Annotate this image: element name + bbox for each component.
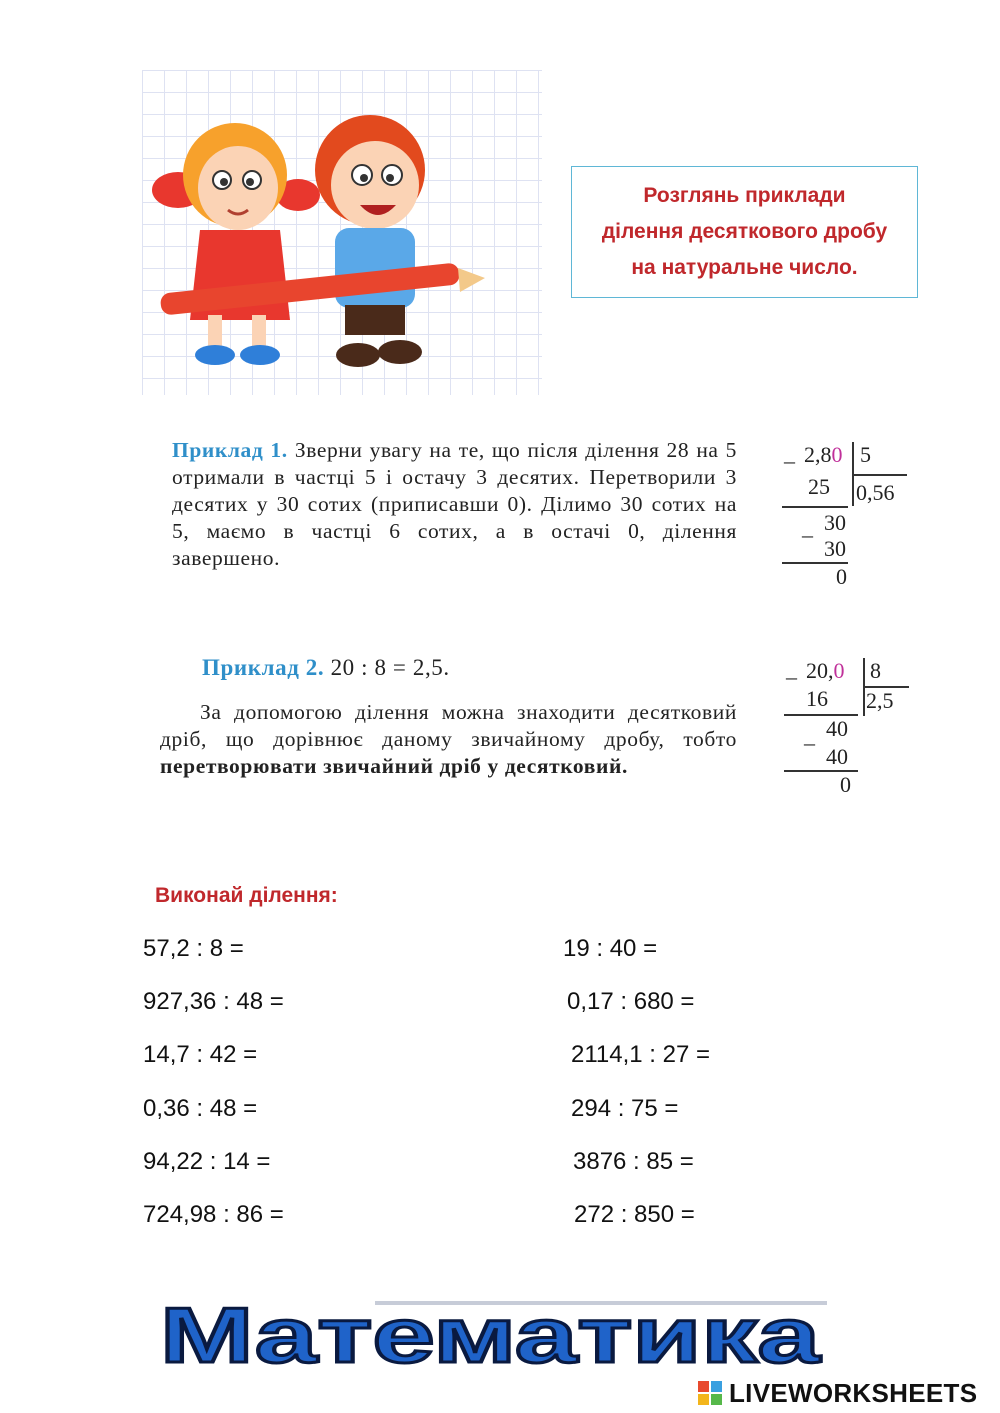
task-right-3: 2114,1 : 27 =: [571, 1041, 711, 1068]
task-left-3: 14,7 : 42 =: [143, 1041, 258, 1068]
mathematics-banner: [150, 1290, 830, 1380]
example-2-body: За допомогою ділення можна знаходити десятковий дріб, що дорівнює даному звичайному дробу, тобто: [160, 700, 737, 751]
ld2-remainder-1: 40: [826, 716, 848, 741]
task-right-1: 19 : 40 =: [563, 935, 658, 962]
liveworksheets-icon: [697, 1380, 723, 1406]
liveworksheets-text: LIVEWORKSHEETS: [729, 1377, 978, 1408]
ld1-dividend: 2,80: [804, 442, 843, 467]
boy-figure: [315, 115, 425, 367]
ld2-minus-2: –: [804, 730, 815, 755]
liveworksheets-logo: [697, 1378, 997, 1408]
ld1-remainder-1: 30: [824, 510, 846, 535]
ld1-subtrahend-1: 25: [808, 474, 830, 499]
ld2-dividend: 20,0: [806, 658, 845, 683]
ld1-minus-2: –: [802, 522, 813, 547]
example-1-heading: Приклад 1.: [172, 438, 288, 462]
task-left-6: 724,98 : 86 =: [143, 1201, 284, 1228]
example-1-text: [172, 437, 737, 572]
ld2-quotient: 2,5: [866, 688, 894, 713]
ld1-divisor: 5: [860, 442, 871, 467]
task-left-5: 94,22 : 14 =: [143, 1148, 271, 1175]
example-2-heading: Приклад 2.: [202, 655, 325, 680]
example-2-heading-line: [202, 654, 450, 681]
example-1-long-division: [778, 440, 918, 590]
task-left-2: 927,36 : 48 =: [143, 988, 284, 1015]
ld2-divisor: 8: [870, 658, 881, 683]
ld1-quotient: 0,56: [856, 480, 895, 505]
example-2-long-division: [780, 656, 920, 806]
ld1-minus-1: –: [784, 448, 795, 473]
ld1-remainder-2: 0: [836, 564, 847, 589]
task-right-4: 294 : 75 =: [571, 1095, 679, 1122]
task-left-4: 0,36 : 48 =: [143, 1095, 258, 1122]
example-2-text: [160, 699, 737, 780]
ld2-subtrahend-2: 40: [826, 744, 848, 769]
ld2-minus-1: –: [786, 664, 797, 689]
task-right-6: 272 : 850 =: [574, 1201, 695, 1228]
example-2-body-bold: перетворювати звичайний дріб у десятковий.: [160, 754, 628, 778]
banner-title: Математика: [160, 1291, 821, 1379]
instruction-text: Розглянь приклади ділення десяткового дробу на натуральне число.: [601, 184, 888, 279]
example-2-equation: 20 : 8 = 2,5.: [324, 655, 450, 680]
instruction-box: [571, 166, 918, 298]
task-right-5: 3876 : 85 =: [573, 1148, 694, 1175]
task-left-1: 57,2 : 8 =: [143, 935, 244, 962]
ld2-remainder-2: 0: [840, 772, 851, 797]
task-right-2: 0,17 : 680 =: [567, 988, 695, 1015]
ld1-subtrahend-2: 30: [824, 536, 846, 561]
exercises-title: Виконай ділення:: [155, 884, 338, 907]
example-1-body: Зверни увагу на те, що після ділення 28 на 5 отримали в частці 5 і остачу 3 десятих. Перетворили 3 десятих у 30 сотих (приписавши 0). Ділимо 30 сотих на 5, маємо в частці 6 сотих, а в остачі 0, ділення завершено.: [172, 438, 737, 570]
children-with-pencil-illustration: [140, 100, 500, 400]
girl-figure: [152, 123, 320, 365]
ld2-subtrahend-1: 16: [806, 686, 828, 711]
